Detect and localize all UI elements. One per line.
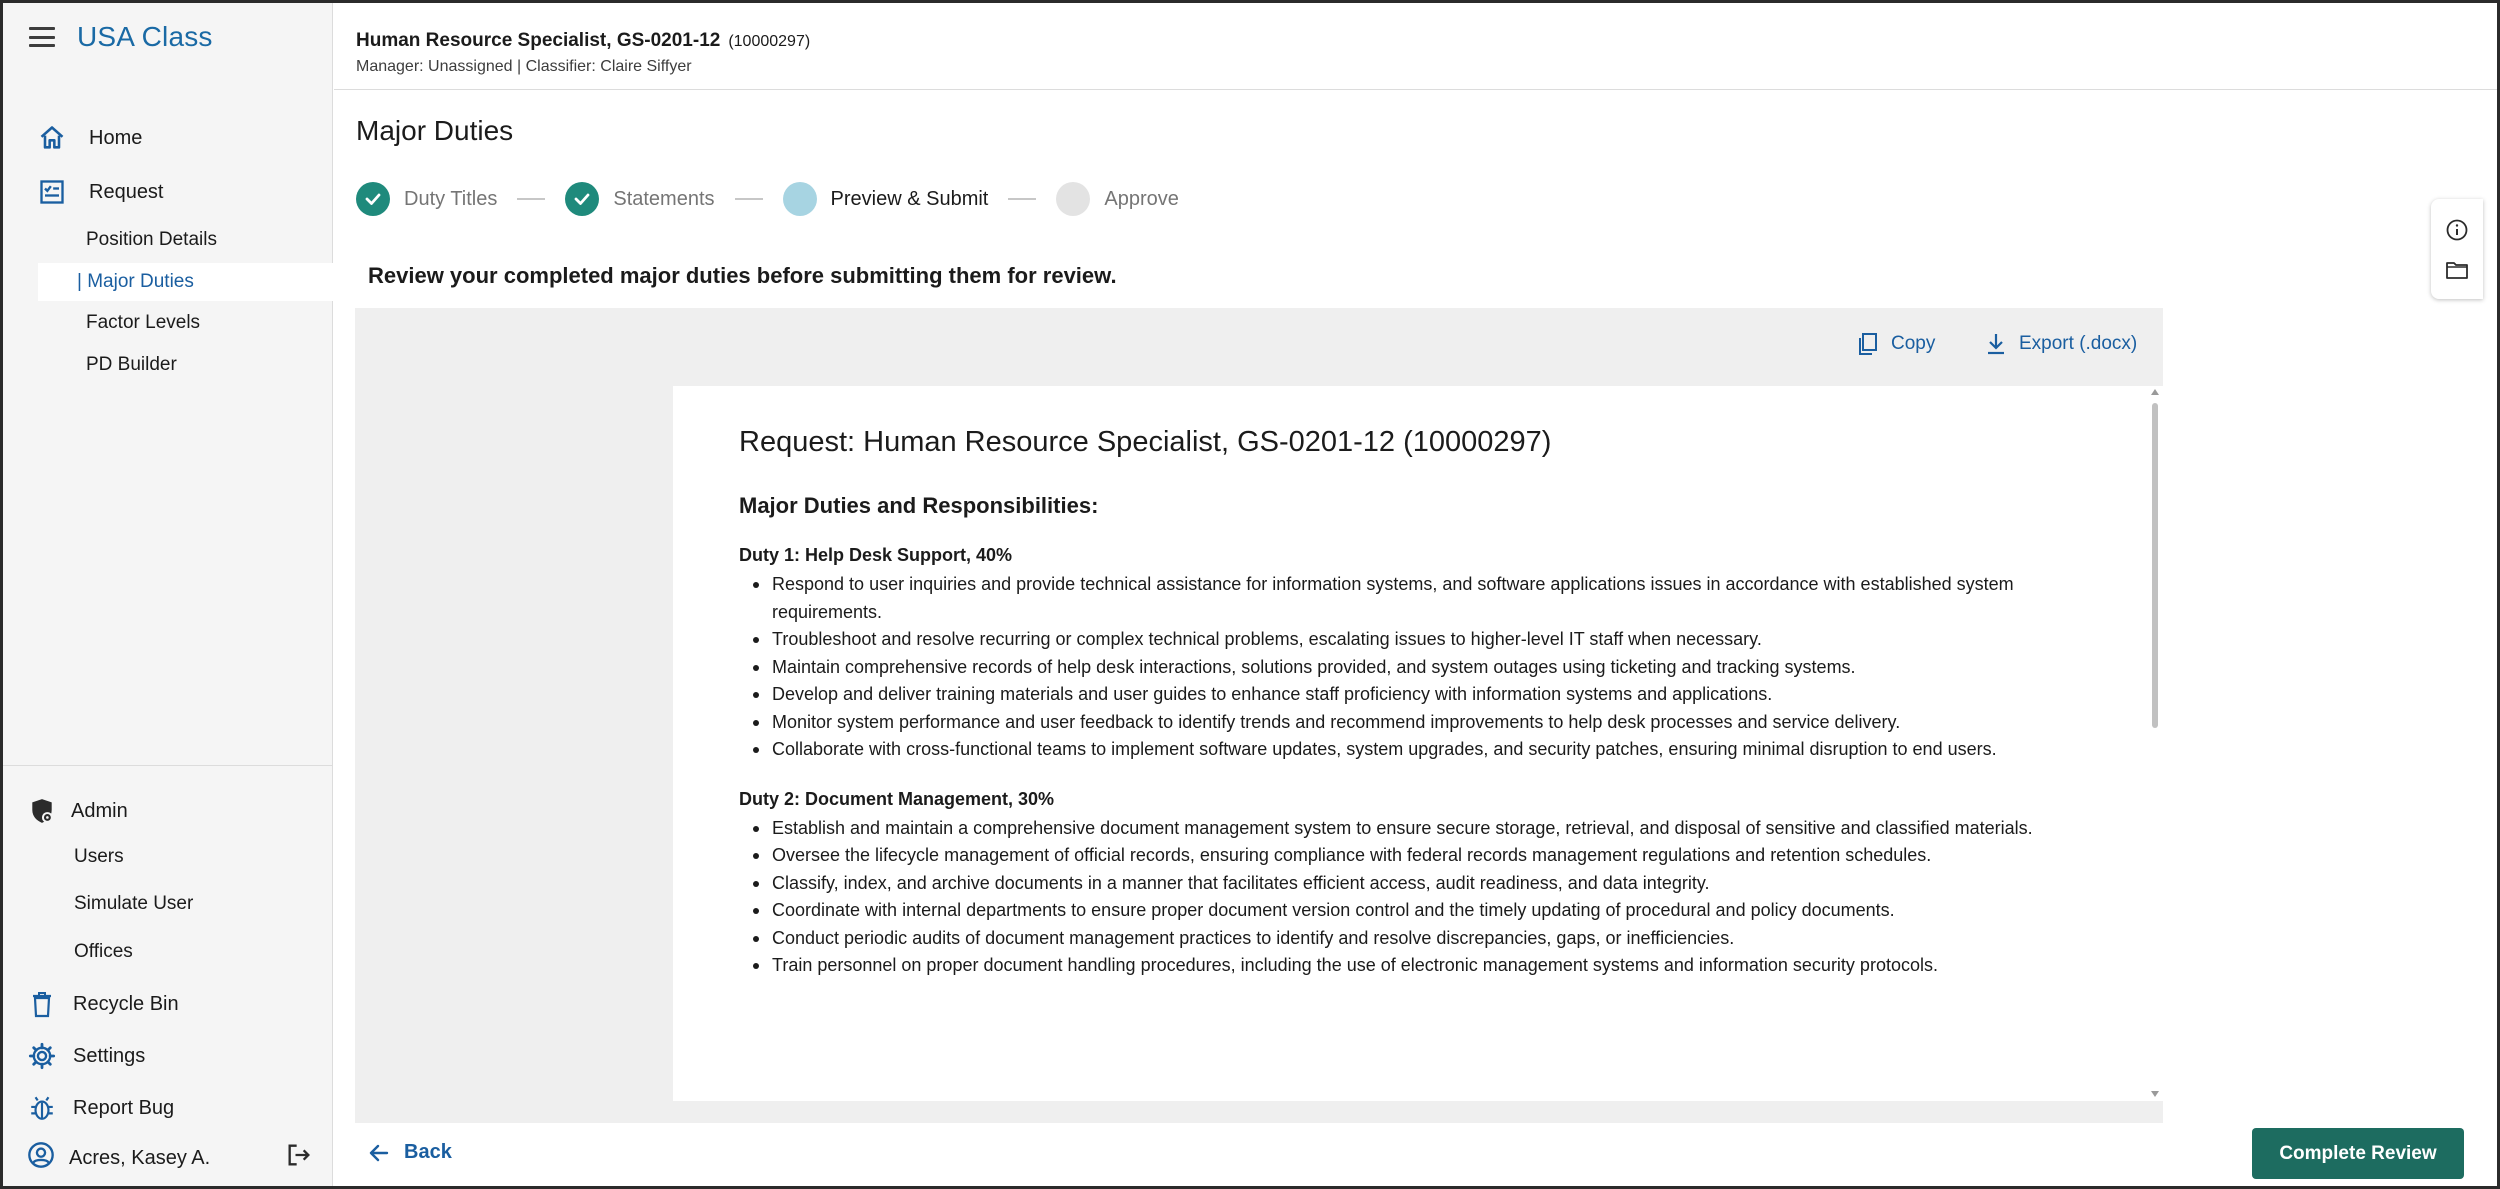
check-circle-icon: [565, 182, 599, 216]
sidebar-item-simulate-user[interactable]: Simulate User: [74, 893, 194, 914]
sidebar-item-home[interactable]: [37, 123, 142, 153]
step-separator: [517, 198, 545, 200]
copy-button[interactable]: [1857, 332, 1935, 356]
sidebar-item-factor-levels[interactable]: Factor Levels: [86, 312, 201, 333]
step-duty-titles[interactable]: [356, 182, 497, 216]
sidebar-item-label: Home: [89, 126, 143, 149]
sidebar-item-offices[interactable]: Offices: [74, 941, 133, 962]
sidebar-item-request[interactable]: [37, 177, 164, 207]
position-title-text: Human Resource Specialist, GS-0201-12: [356, 30, 721, 51]
user-name: Acres, Kasey A.: [69, 1146, 211, 1169]
folder-icon[interactable]: [2445, 259, 2469, 281]
sidebar-item-label: | Major Duties: [77, 271, 194, 292]
logout-icon[interactable]: [285, 1141, 313, 1174]
step-preview-submit[interactable]: [783, 182, 989, 216]
progress-stepper: [356, 181, 1179, 217]
brand: [29, 17, 213, 57]
export-label: Export (.docx): [2019, 333, 2138, 354]
home-icon: [37, 123, 67, 153]
sidebar-item-report-bug[interactable]: [27, 1093, 174, 1123]
step-label: Statements: [613, 187, 715, 210]
list-item: Respond to user inquiries and provide technical assistance for information systems, and software applications issues in accordance with established system requirements.: [739, 571, 2089, 626]
copy-label: Copy: [1891, 333, 1936, 354]
list-item: Establish and maintain a comprehensive document management system to ensure secure storage, retrieval, and disposal of sensitive and classified materials.: [739, 815, 2089, 843]
duty-section: [739, 789, 2089, 980]
document-title: Request: Human Resource Specialist, GS-0201-12 (10000297): [739, 426, 1552, 458]
list-item: Monitor system performance and user feedback to identify trends and recommend improvements to help desk processes and service delivery.: [739, 709, 2089, 737]
arrow-left-icon: [368, 1142, 390, 1164]
position-title: [356, 30, 810, 52]
step-label: Approve: [1104, 187, 1179, 210]
position-header: [334, 3, 2497, 90]
sidebar-item-label: Settings: [73, 1044, 146, 1067]
duty-section: [739, 545, 2089, 764]
gear-icon: [27, 1041, 57, 1071]
duty-heading: Duty 2: Document Management, 30%: [739, 788, 1055, 809]
sidebar-item-label: Report Bug: [73, 1096, 175, 1119]
list-item: Classify, index, and archive documents in a manner that facilitates efficient access, audit readiness, and data integrity.: [739, 870, 2089, 898]
sidebar-item-pd-builder[interactable]: PD Builder: [86, 354, 177, 375]
step-label: Preview & Submit: [830, 187, 989, 210]
copy-icon: [1857, 332, 1879, 356]
scroll-down-arrow[interactable]: [2151, 1091, 2159, 1097]
export-docx-button[interactable]: [1985, 332, 2137, 356]
sidebar-item-recycle-bin[interactable]: [27, 989, 179, 1019]
list-item: Collaborate with cross-functional teams to implement software updates, system upgrades, and security patches, ensuring minimal disruption to end users.: [739, 736, 2089, 764]
sidebar: [3, 3, 333, 1189]
scroll-up-arrow[interactable]: [2151, 389, 2159, 395]
back-button[interactable]: [368, 1141, 452, 1164]
user-avatar-icon: [27, 1141, 55, 1175]
info-icon[interactable]: [2445, 218, 2469, 242]
sidebar-item-users[interactable]: Users: [74, 846, 124, 867]
list-item: Maintain comprehensive records of help desk interactions, solutions provided, and system outages using ticketing and tracking systems.: [739, 654, 2089, 682]
step-approve[interactable]: [1056, 182, 1179, 216]
download-icon: [1985, 332, 2007, 356]
list-item: Develop and deliver training materials and user guides to enhance staff proficiency with information systems and applications.: [739, 681, 2089, 709]
checklist-icon: [37, 177, 67, 207]
list-item: Oversee the lifecycle management of official records, ensuring compliance with federal records management regulations and retention schedules.: [739, 842, 2089, 870]
page-title: Major Duties: [356, 115, 514, 146]
list-item: Troubleshoot and resolve recurring or complex technical problems, escalating issues to higher-level IT staff when necessary.: [739, 626, 2089, 654]
sidebar-item-label: Request: [89, 180, 164, 203]
menu-icon[interactable]: [29, 27, 55, 47]
sidebar-item-label: Admin: [71, 799, 128, 822]
pending-step-circle-icon: [1056, 182, 1090, 216]
user-profile[interactable]: [27, 1141, 210, 1175]
position-id: (10000297): [728, 33, 811, 50]
review-instructions: Review your completed major duties before submitting them for review.: [368, 263, 1117, 288]
shield-icon: [27, 796, 57, 826]
duty-heading: Duty 1: Help Desk Support, 40%: [739, 545, 1013, 565]
section-heading: Major Duties and Responsibilities:: [739, 493, 1099, 518]
duty-list: [739, 571, 2089, 764]
scrollbar-thumb[interactable]: [2152, 403, 2158, 728]
current-step-circle-icon: [783, 182, 817, 216]
document-content: [739, 426, 2089, 1005]
trash-icon: [27, 989, 57, 1019]
sidebar-divider: [3, 765, 333, 766]
list-item: Coordinate with internal departments to ensure proper document version control and the timely updating of procedural and policy documents.: [739, 897, 2089, 925]
complete-review-button[interactable]: Complete Review: [2252, 1128, 2464, 1179]
step-label: Duty Titles: [404, 187, 498, 210]
sidebar-item-admin[interactable]: [27, 796, 128, 826]
sidebar-item-label: Recycle Bin: [73, 992, 179, 1015]
list-item: Train personnel on proper document handling procedures, including the use of electronic management systems and information security protocols.: [739, 952, 2089, 980]
list-item: Conduct periodic audits of document management practices to identify and resolve discrepancies, gaps, or inefficiencies.: [739, 925, 2089, 953]
document-preview[interactable]: [673, 386, 2163, 1101]
duty-list: [739, 815, 2089, 980]
step-separator: [735, 198, 763, 200]
bug-icon: [27, 1093, 57, 1123]
step-statements[interactable]: [565, 182, 714, 216]
side-toolbar: [2431, 199, 2483, 299]
app-title: USA Class: [77, 21, 213, 52]
step-separator: [1008, 198, 1036, 200]
sidebar-item-major-duties[interactable]: [38, 263, 333, 301]
back-label: Back: [404, 1141, 452, 1163]
sidebar-item-settings[interactable]: [27, 1041, 145, 1071]
sidebar-item-position-details[interactable]: Position Details: [86, 229, 217, 250]
position-meta: Manager: Unassigned | Classifier: Claire Siffyer: [356, 58, 692, 75]
check-circle-icon: [356, 182, 390, 216]
